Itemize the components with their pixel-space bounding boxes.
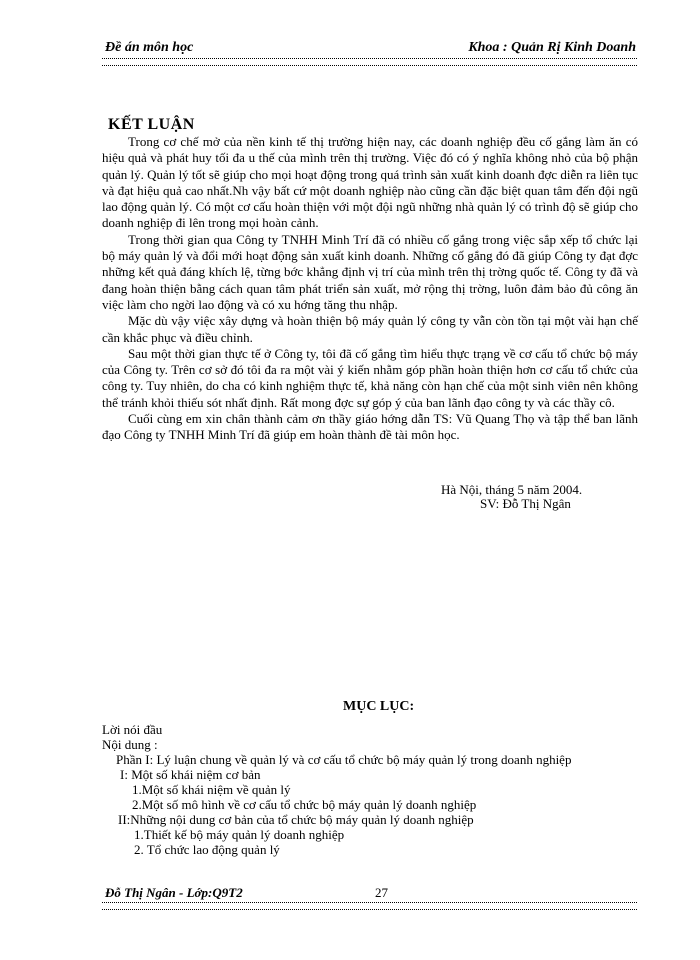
toc-item: 2. Tổ chức lao động quản lý — [134, 842, 280, 857]
page-number: 27 — [375, 885, 388, 900]
place-date: Hà Nội, tháng 5 năm 2004. — [441, 482, 583, 497]
header-divider — [102, 58, 637, 66]
toc-item: II:Những nội dung cơ bản của tổ chức bộ máy quản lý doanh nghiệp — [118, 812, 474, 827]
footer-author-class: Đỗ Thị Ngân - Lớp:Q9T2 — [105, 885, 243, 900]
author-signature: SV: Đỗ Thị Ngân — [480, 496, 571, 511]
toc-item: 1.Thiết kế bộ máy quản lý doanh nghiệp — [134, 827, 345, 842]
toc-item: Phần I: Lý luận chung về quản lý và cơ cấu tổ chức bộ máy quản lý trong doanh nghiệp — [116, 752, 572, 767]
toc-item: Nội dung : — [102, 737, 158, 752]
toc-item: Lời nói đầu — [102, 722, 163, 737]
conclusion-paragraph: Trong cơ chế mở của nền kinh tế thị trường hiện nay, các doanh nghiệp đều cố gắng làm ăn có hiệu quả và phát huy tối đa u thế của mình trên thị trường. Việc đó có ý nghĩa không nhỏ của bộ phận quản lý. Quản lý tốt sẽ giúp cho mọi hoạt động trong quá trình sản xuất kinh doanh đợc diễn ra liên tục và đạt hiệu quả cao nhất.Nh vậy bất cứ một doanh nghiệp nào cũng cần đặc biệt quan tâm đến đội ngũ lao động quản lý. Có một cơ cấu hoàn thiện với một đội ngũ những nhà quản lý có trình độ sẽ giúp cho doanh nghiệp đi lên trong mọi hoàn cảnh. — [102, 134, 638, 231]
toc-item: I: Một số khái niệm cơ bản — [120, 767, 261, 782]
table-of-contents — [102, 722, 642, 857]
conclusion-paragraph: Mặc dù vậy việc xây dựng và hoàn thiện bộ máy quản lý công ty vẫn còn tồn tại một vài hạn chế cần khắc phục và điều chỉnh. — [102, 313, 638, 345]
conclusion-paragraph: Cuối cùng em xin chân thành cảm ơn thầy giáo hớng dẫn TS: Vũ Quang Thọ và tập thể ban lãnh đạo Công ty TNHH Minh Trí đã giúp em hoàn thành đề tài môn học. — [102, 411, 638, 443]
conclusion-paragraph: Sau một thời gian thực tế ở Công ty, tôi đã cố gắng tìm hiểu thực trạng về cơ cấu tổ chức bộ máy của Công ty. Trên cơ sở đó tôi đa ra một vài ý kiến nhằm góp phần hoàn thiện hơn cơ cấu tổ chức của công ty. Tuy nhiên, do cha có kinh nghiệm thực tế, khả năng còn hạn chế của một sinh viên nên không thể tránh khỏi thiếu sót nhất định. Rất mong đợc sự góp ý của ban lãnh đạo công ty và các thầy cô. — [102, 345, 638, 410]
toc-item: 1.Một số khái niệm về quản lý — [132, 782, 291, 797]
footer-divider — [102, 902, 637, 910]
header-faculty-label: Khoa : Quản Rị Kinh Doanh — [468, 40, 636, 55]
toc-item: 2.Một số mô hình về cơ cấu tổ chức bộ máy quản lý doanh nghiệp — [132, 797, 477, 812]
header-course-label: Đề án môn học — [105, 40, 194, 55]
conclusion-body — [102, 134, 638, 444]
conclusion-title: KẾT LUẬN — [108, 116, 195, 133]
toc-title: MỤC LỤC: — [343, 699, 415, 714]
conclusion-paragraph: Trong thời gian qua Công ty TNHH Minh Trí đã có nhiều cố gắng trong việc sắp xếp tổ chức lại bộ máy quản lý và đổi mới hoạt động sản xuất kinh doanh. Những cố gắng đó đã giúp Công ty đạt đợc những kết quả đáng khích lệ, từng bớc khẳng định vị trí của mình trên thị trờng quốc tế. Công ty đã và đang hoàn thiện bằng cách quan tâm phát triển sản xuất, mở rộng thị trờng, luôn đảm bảo đủ công ăn việc làm cho ngời lao động và có xu hớng tăng thu nhập. — [102, 231, 638, 312]
